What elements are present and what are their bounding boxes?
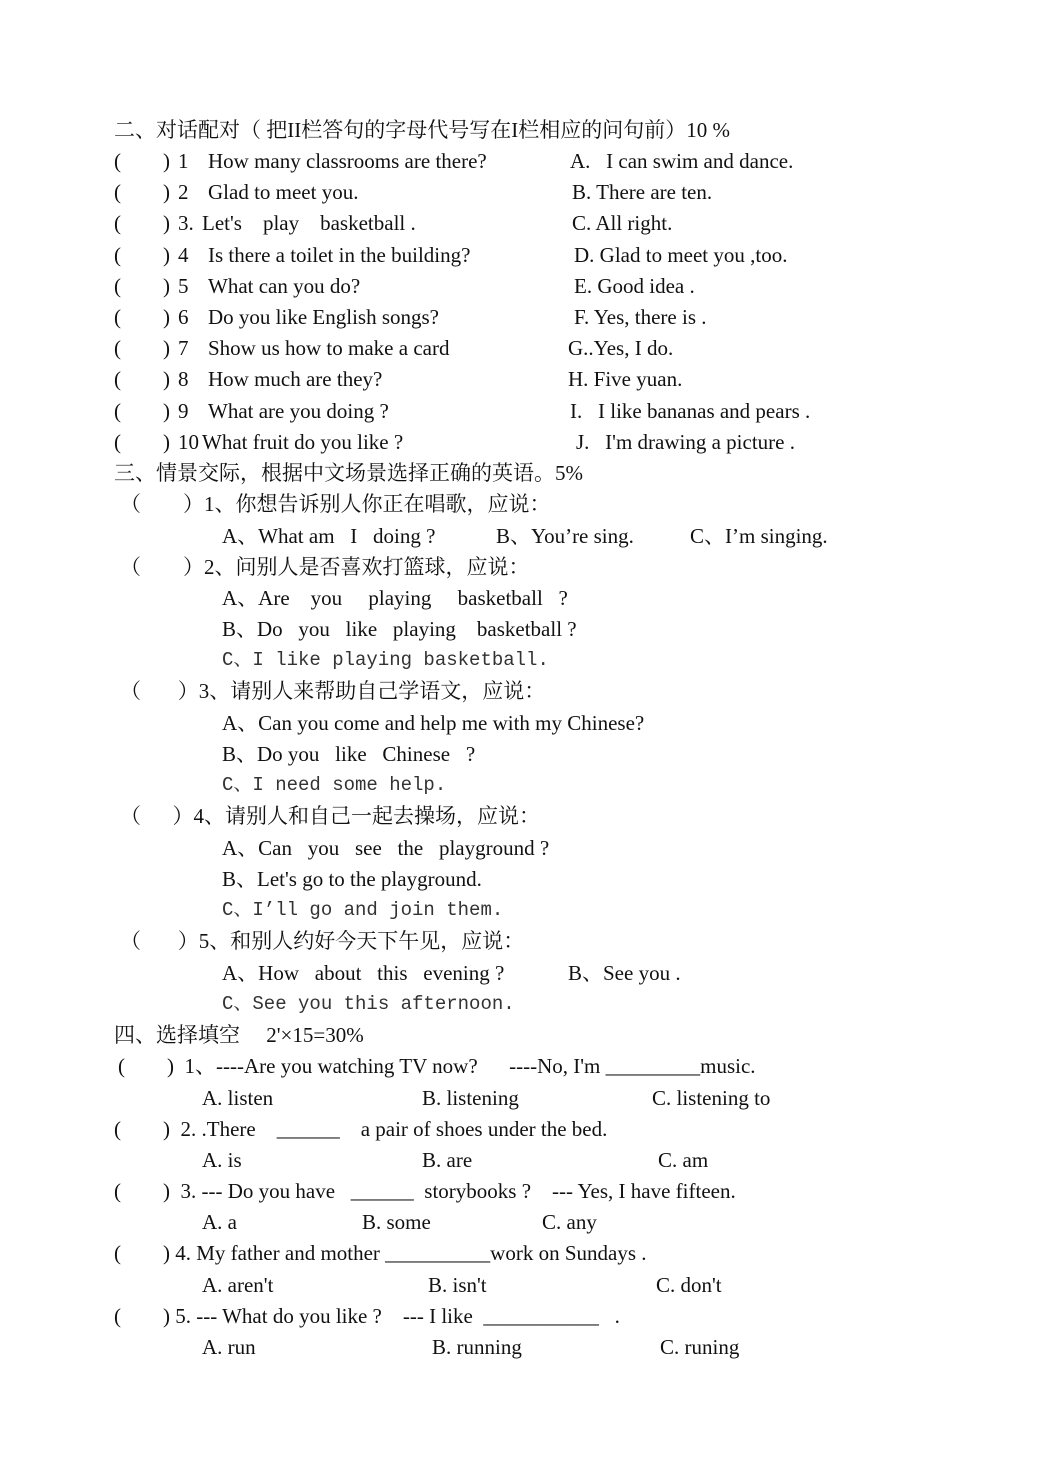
s3-q1-option-a: A、What am I doing ? [222, 524, 436, 548]
match-row-7-num: 7 [178, 336, 189, 360]
match-row-8-bracket[interactable]: ( ) [114, 367, 170, 391]
s4-q5-option-b: B. running [432, 1335, 522, 1359]
s3-q3-stem[interactable]: （ ）3、请别人来帮助自己学语文，应说： [120, 679, 546, 703]
match-row-6-num: 6 [178, 305, 189, 329]
s4-q5-stem[interactable]: ( ) 5. --- What do you like ? --- I like ___________ . [114, 1304, 620, 1328]
s4-q4-option-b: B. isn't [428, 1273, 487, 1297]
match-row-9-answer: I. I like bananas and pears . [570, 399, 811, 423]
s4-q1-option-b: B. listening [422, 1086, 519, 1110]
s4-q2-option-c: C. am [658, 1148, 709, 1172]
s4-q3-option-a: A. a [202, 1210, 237, 1234]
match-row-6-question: Do you like English songs? [208, 305, 439, 329]
s3-q3-option-b: B、Do you like Chinese ? [222, 742, 476, 766]
match-row-6-bracket[interactable]: ( ) [114, 305, 170, 329]
match-row-7-answer: G..Yes, I do. [568, 336, 674, 360]
s3-q1-option-b: B、You’re sing. [496, 524, 634, 548]
match-row-5-answer: E. Good idea . [574, 274, 695, 298]
match-row-7-question: Show us how to make a card [208, 336, 450, 360]
s4-q1-option-c: C. listening to [652, 1086, 771, 1110]
s3-q2-option-b: B、Do you like playing basketball ? [222, 617, 577, 641]
s4-q2-option-b: B. are [422, 1148, 473, 1172]
s3-q4-option-a: A、Can you see the playground ? [222, 836, 550, 860]
s4-q4-option-c: C. don't [656, 1273, 722, 1297]
s4-q3-option-b: B. some [362, 1210, 431, 1234]
s3-q5-stem[interactable]: （ ）5、和别人约好今天下午见，应说： [120, 929, 525, 953]
match-row-3-question: Let's play basketball . [202, 211, 416, 235]
s3-q1-stem[interactable]: （ ）1、你想告诉别人你正在唱歌，应说： [120, 492, 551, 516]
match-row-8-num: 8 [178, 367, 189, 391]
s4-q5-option-a: A. run [202, 1335, 256, 1359]
s3-q4-stem[interactable]: （ ）4、请别人和自己一起去操场，应说： [120, 804, 540, 828]
match-row-9-question: What are you doing ? [208, 399, 389, 423]
match-row-10-bracket[interactable]: ( ) [114, 430, 170, 454]
match-row-4-num: 4 [178, 243, 189, 267]
match-row-10-question: What fruit do you like ? [202, 430, 404, 454]
s3-q2-stem[interactable]: （ ）2、问别人是否喜欢打篮球，应说： [120, 555, 530, 579]
section3-heading: 三、情景交际，根据中文场景选择正确的英语。5% [114, 461, 583, 485]
s4-q1-stem[interactable]: ( ) 1、----Are you watching TV now? ----No, I'm _________music. [118, 1054, 756, 1078]
match-row-10-answer: J. I'm drawing a picture . [576, 430, 795, 454]
match-row-5-question: What can you do? [208, 274, 361, 298]
match-row-10-num: 10 [178, 430, 199, 454]
s4-q1-option-a: A. listen [202, 1086, 274, 1110]
s3-q5-option-b: B、See you . [568, 961, 681, 985]
s3-q5-option-a: A、How about this evening ? [222, 961, 505, 985]
match-row-1-answer: A. I can swim and dance. [570, 149, 794, 173]
match-row-5-bracket[interactable]: ( ) [114, 274, 170, 298]
s3-q4-option-c: C、I’ll go and join them. [222, 899, 504, 921]
match-row-3-bracket[interactable]: ( ) [114, 211, 170, 235]
s3-q4-option-b: B、Let's go to the playground. [222, 867, 482, 891]
match-row-9-bracket[interactable]: ( ) [114, 399, 170, 423]
s4-q3-stem[interactable]: ( ) 3. --- Do you have ______ storybooks ? --- Yes, I have fifteen. [114, 1179, 736, 1203]
s3-q2-option-a: A、Are you playing basketball ? [222, 586, 568, 610]
section2-heading: 二、对话配对（ 把II栏答句的字母代号写在I栏相应的问句前）10 % [114, 118, 730, 142]
s3-q3-option-c: C、I need some help. [222, 774, 447, 796]
s3-q1-option-c: C、I’m singing. [690, 524, 828, 548]
match-row-2-bracket[interactable]: ( ) [114, 180, 170, 204]
s4-q3-option-c: C. any [542, 1210, 597, 1234]
match-row-5-num: 5 [178, 274, 189, 298]
match-row-2-num: 2 [178, 180, 189, 204]
match-row-1-bracket[interactable]: ( ) [114, 149, 170, 173]
s3-q3-option-a: A、Can you come and help me with my Chinese? [222, 711, 645, 735]
s4-q4-stem[interactable]: ( ) 4. My father and mother __________work on Sundays . [114, 1241, 647, 1265]
match-row-4-question: Is there a toilet in the building? [208, 243, 471, 267]
match-row-2-answer: B. There are ten. [572, 180, 713, 204]
match-row-4-bracket[interactable]: ( ) [114, 243, 170, 267]
s3-q2-option-c: C、I like playing basketball. [222, 649, 549, 671]
s4-q5-option-c: C. runing [660, 1335, 740, 1359]
match-row-3-num: 3. [178, 211, 194, 235]
s4-q2-option-a: A. is [202, 1148, 242, 1172]
match-row-2-question: Glad to meet you. [208, 180, 359, 204]
match-row-8-question: How much are they? [208, 367, 383, 391]
match-row-1-question: How many classrooms are there? [208, 149, 487, 173]
section4-heading: 四、选择填空 2'×15=30% [114, 1023, 364, 1047]
match-row-9-num: 9 [178, 399, 189, 423]
s4-q4-option-a: A. aren't [202, 1273, 274, 1297]
match-row-4-answer: D. Glad to meet you ,too. [574, 243, 788, 267]
match-row-7-bracket[interactable]: ( ) [114, 336, 170, 360]
match-row-3-answer: C. All right. [572, 211, 673, 235]
s3-q5-option-c: C、See you this afternoon. [222, 993, 515, 1015]
s4-q2-stem[interactable]: ( ) 2. .There ______ a pair of shoes under the bed. [114, 1117, 608, 1141]
match-row-8-answer: H. Five yuan. [568, 367, 683, 391]
match-row-1-num: 1 [178, 149, 189, 173]
match-row-6-answer: F. Yes, there is . [574, 305, 707, 329]
